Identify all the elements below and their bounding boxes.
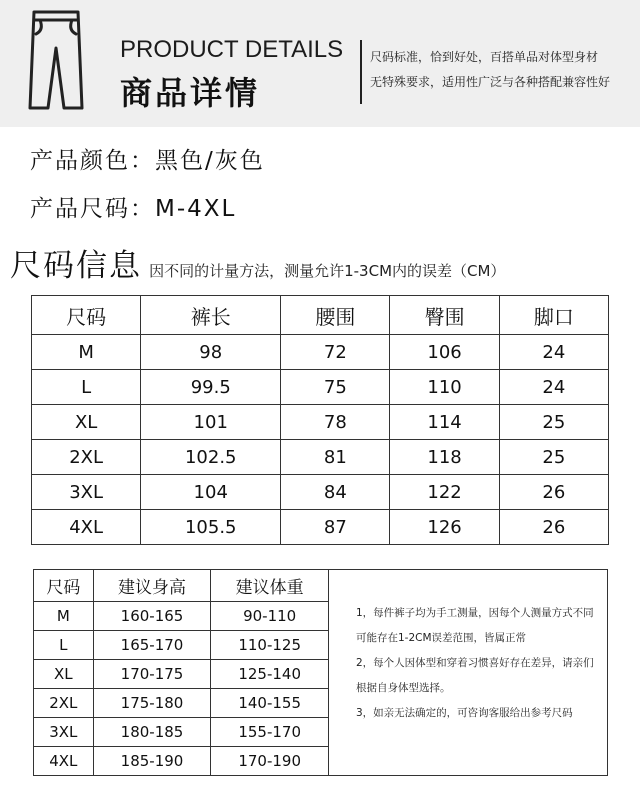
title-chinese: 商品详情 (120, 74, 261, 112)
note-line: 根据自身体型选择。 (356, 682, 451, 694)
table-cell: 102.5 (141, 440, 281, 475)
table-cell: 185-190 (93, 747, 211, 776)
table-row (34, 689, 329, 718)
table-cell: 170-175 (93, 660, 211, 689)
table-cell: 175-180 (93, 689, 211, 718)
table-cell: 99.5 (141, 370, 281, 405)
table-header-cell: 建议身高 (93, 570, 211, 602)
table-cell: 125-140 (211, 660, 329, 689)
table-row (34, 631, 329, 660)
table-cell: L (32, 370, 141, 405)
table-row (34, 660, 329, 689)
table-row (34, 718, 329, 747)
table-cell: L (34, 631, 94, 660)
table-cell: 3XL (34, 718, 94, 747)
table-header-cell: 建议体重 (211, 570, 329, 602)
table-row (32, 475, 609, 510)
table-header-cell: 尺码 (32, 296, 141, 335)
table-cell: 4XL (32, 510, 141, 545)
table-cell: 78 (281, 405, 390, 440)
table-cell: XL (32, 405, 141, 440)
table-cell: 24 (499, 370, 608, 405)
table-cell: 81 (281, 440, 390, 475)
table-header-cell: 腰围 (281, 296, 390, 335)
note-line: 2，每个人因体型和穿着习惯喜好存在差异，请亲们 (356, 657, 594, 669)
header-banner (0, 0, 640, 127)
header-desc-line: 无特殊要求，适用性广泛与各种搭配兼容性好 (370, 75, 611, 89)
table-cell: 24 (499, 335, 608, 370)
table-cell: 165-170 (93, 631, 211, 660)
table-cell: 90-110 (211, 602, 329, 631)
table-cell: 2XL (32, 440, 141, 475)
header-desc-line: 尺码标准，恰到好处，百搭单品对体型身材 (370, 50, 599, 64)
table-cell: 25 (499, 405, 608, 440)
table-cell: 87 (281, 510, 390, 545)
table-cell: 84 (281, 475, 390, 510)
header-description (370, 45, 638, 95)
table-cell: M (32, 335, 141, 370)
table-cell: 122 (390, 475, 499, 510)
size-info-heading (10, 240, 505, 285)
table-cell: 110 (390, 370, 499, 405)
table-cell: M (34, 602, 94, 631)
table-row (32, 440, 609, 475)
table-cell: 4XL (34, 747, 94, 776)
table-row (32, 335, 609, 370)
table-header-cell: 臀围 (390, 296, 499, 335)
size-info-note: 因不同的计量方法，测量允许1-3CM内的误差（CM） (149, 262, 506, 280)
table-cell: 105.5 (141, 510, 281, 545)
note-line: 可能存在1-2CM误差范围，皆属正常 (356, 632, 527, 644)
product-color: 产品颜色：黑色/灰色 (30, 148, 265, 174)
table-cell: 2XL (34, 689, 94, 718)
table-cell: 160-165 (93, 602, 211, 631)
title-english: PRODUCT DETAILS (120, 36, 344, 63)
size-measurement-table (31, 295, 609, 545)
note-line: 3，如亲无法确定的，可咨询客服给出参考尺码 (356, 707, 573, 719)
pants-icon (26, 8, 86, 112)
table-header-row (34, 570, 329, 602)
table-header-cell: 尺码 (34, 570, 94, 602)
note-line: 1，每件裤子均为手工测量，因每个人测量方式不同 (356, 607, 594, 619)
table-cell: 104 (141, 475, 281, 510)
table-cell: 106 (390, 335, 499, 370)
table-row (32, 405, 609, 440)
table-cell: 110-125 (211, 631, 329, 660)
table-cell: 180-185 (93, 718, 211, 747)
table-header-row (32, 296, 609, 335)
table-cell: 155-170 (211, 718, 329, 747)
table-header-cell: 裤长 (141, 296, 281, 335)
table-header-cell: 脚口 (499, 296, 608, 335)
table-cell: 3XL (32, 475, 141, 510)
header-divider (360, 40, 362, 104)
table-cell: 98 (141, 335, 281, 370)
table-cell: 26 (499, 510, 608, 545)
table-cell: 126 (390, 510, 499, 545)
size-notes-box (329, 569, 608, 776)
table-cell: 170-190 (211, 747, 329, 776)
table-cell: 101 (141, 405, 281, 440)
table-row (34, 747, 329, 776)
size-info-title: 尺码信息 (10, 248, 142, 284)
product-size-range: 产品尺码：M-4XL (30, 196, 237, 222)
table-row (34, 602, 329, 631)
size-notes (356, 601, 606, 726)
table-cell: 75 (281, 370, 390, 405)
table-row (32, 370, 609, 405)
table-cell: XL (34, 660, 94, 689)
table-cell: 114 (390, 405, 499, 440)
recommended-size-table (33, 569, 329, 776)
table-cell: 26 (499, 475, 608, 510)
table-cell: 72 (281, 335, 390, 370)
table-cell: 140-155 (211, 689, 329, 718)
table-cell: 118 (390, 440, 499, 475)
table-row (32, 510, 609, 545)
table-cell: 25 (499, 440, 608, 475)
